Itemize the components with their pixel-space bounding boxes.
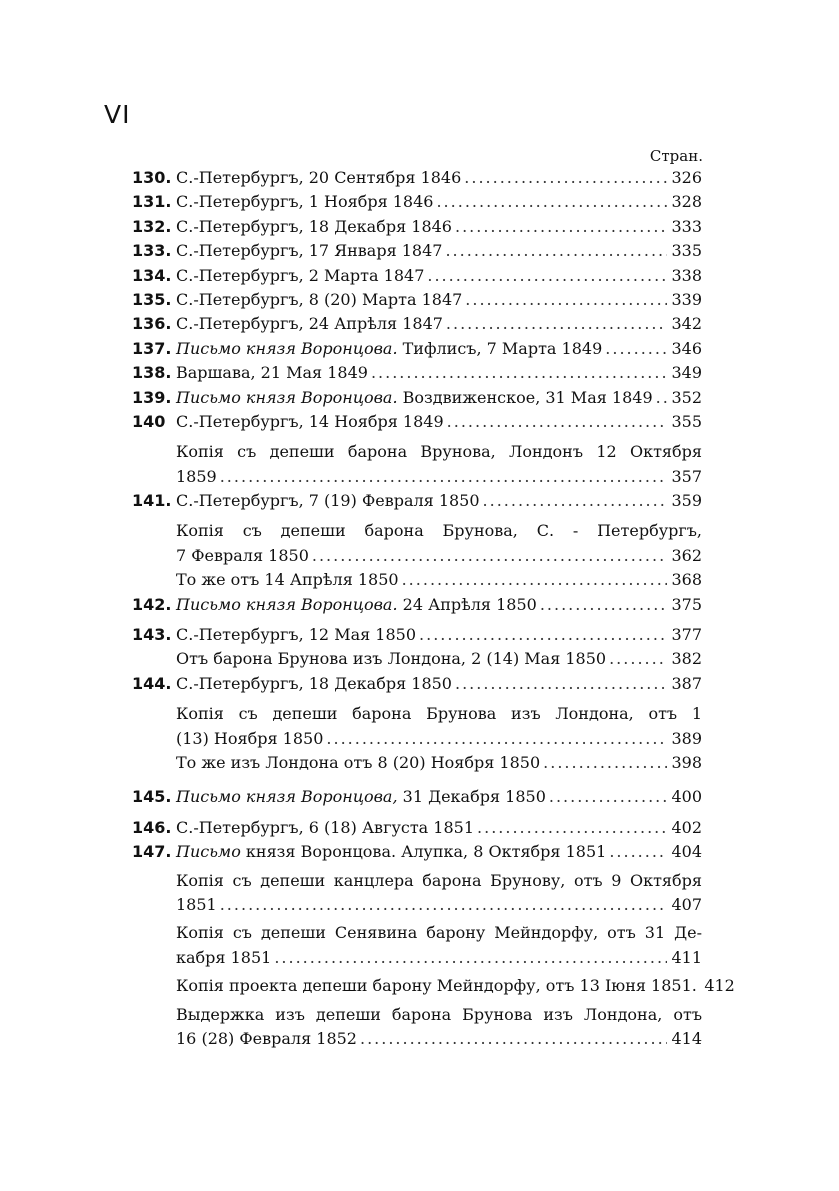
toc-entry-line [132,467,702,491]
toc-entry-line [132,192,702,216]
toc-entry-plain: Воздвиженское, 31 Мая 1849 [397,387,653,407]
toc-entry [132,290,702,314]
leader-dots [445,241,667,260]
toc-entry-page: 349 [671,363,702,383]
leader-dots [220,895,667,914]
toc-entry [132,842,702,866]
toc-entry-plain: То же изъ Лондона отъ 8 (20) Ноября 1850 [176,752,541,772]
toc-entry-number: 137. [132,338,172,358]
toc-entry-line [132,412,702,436]
toc-entry-page: 342 [671,314,702,334]
toc-entry-page: 338 [671,265,702,285]
toc-entry-number: 142. [132,594,172,614]
toc-entry-text [176,217,452,236]
leader-dots [419,625,667,644]
toc-entry-plain: С.-Петербургъ, 6 (18) Августа 1851 [176,817,475,837]
toc-entry-page: 368 [671,570,702,590]
toc-entry-page: 352 [671,387,702,407]
page-number: VI [104,100,131,129]
toc-entry-line [132,546,702,570]
toc-entry-line [132,339,702,363]
leader-dots [455,674,667,693]
toc-entry-number: 136. [132,314,172,334]
leader-dots [446,314,667,333]
leader-dots [371,363,667,382]
leader-dots [605,339,667,358]
toc-entry-number: 141. [132,491,172,511]
toc-entry [132,521,702,570]
toc-entry-plain: С.-Петербургъ, 1 Ноября 1846 [176,192,434,212]
toc-entry-plain: (13) Ноября 1850 [176,728,324,748]
toc-entry-text [176,595,537,614]
toc-entry-number: 144. [132,673,172,693]
leader-dots [540,595,667,614]
toc-entry-plain: С.-Петербургъ, 2 Марта 1847 [176,265,425,285]
toc-entry-italic: Письмо князя Воронцова. [176,594,398,614]
toc-entry-page: 357 [671,466,702,486]
toc-entry [132,388,702,412]
leader-dots [656,388,667,407]
toc-entry [132,192,702,216]
toc-entry-text [176,674,452,693]
leader-dots [465,290,667,309]
toc-entry-text [176,339,602,358]
toc-entry-text [176,948,271,967]
toc-entry-text: Копія съ депеши Сенявина барону Мейндорфу, отъ 31 Де- [176,923,702,943]
toc-entry-plain: 24 Апрѣля 1850 [397,594,537,614]
toc-entry-page: 377 [671,625,702,645]
toc-entry-plain: С.-Петербургъ, 18 Декабря 1846 [176,216,452,236]
toc-entry [132,442,702,491]
toc-entry-plain: С.-Петербургъ, 20 Сентября 1846 [176,168,462,187]
toc-entry-plain: С.-Петербургъ, 7 (19) Февраля 1850 [176,491,480,511]
toc-entry [132,649,702,673]
toc-entry-page: 414 [671,1028,702,1048]
toc-entry-line [132,842,702,866]
toc-entry-number: 135. [132,289,172,309]
toc-entry-line [132,363,702,387]
toc-entry [132,314,702,338]
toc-entry-number: 146. [132,817,172,837]
toc-entry-line [132,787,702,811]
toc-entry-text [176,842,606,861]
toc-entry-line [132,923,702,947]
toc-entry-italic: Письмо [176,842,241,862]
toc-entry-line [132,570,702,594]
toc-entry [132,595,702,619]
toc-entry-italic: Письмо князя Воронцова. [176,338,398,358]
leader-dots [220,467,667,486]
leader-dots [549,787,667,806]
leader-dots [609,649,667,668]
toc-entry-text [176,192,433,211]
toc-entry-text [176,570,399,589]
toc-entry-plain: Отъ барона Брунова изъ Лондона, 2 (14) Мая 1850 [176,649,607,669]
toc-entry-italic: Письмо князя Воронцова. [176,387,398,407]
toc-entry-plain: 1851 [176,894,217,914]
toc-entry-page: 402 [671,817,702,837]
toc-entry [132,241,702,265]
toc-entry-text: Копія съ депеши канцлера барона Брунову, отъ 9 Октября [176,870,702,890]
toc-entry-page: 400 [671,787,702,807]
toc-entry-plain: С.-Петербургъ, 8 (20) Марта 1847 [176,289,463,309]
toc-entry-text [176,290,462,309]
leader-dots [274,948,667,967]
toc-entry-page: 389 [671,728,702,748]
page-column-header: Стран. [649,147,703,165]
toc-entry-page: 398 [671,752,702,772]
toc-entry-text [176,241,442,260]
toc-entry-text [176,649,606,668]
toc-entry [132,787,702,811]
toc-entry-number: 138. [132,363,172,383]
leader-dots [447,412,667,431]
leader-dots [326,729,667,748]
toc-entry-line [132,521,702,545]
toc-entry-plain: кабря 1851 [176,947,272,967]
toc-entry-plain: Варшава, 21 Мая 1849 [176,363,368,383]
toc-entry [132,491,702,515]
toc-entry-line [132,290,702,314]
toc-entry-text [176,895,217,914]
toc-entry-line [132,241,702,265]
leader-dots [455,217,667,236]
toc-entry [132,412,702,436]
leader-dots [312,546,667,565]
toc-entry-text [176,168,461,187]
toc-entry-text [176,363,368,382]
leader-dots [427,266,667,285]
toc-entry [132,923,702,972]
toc-entry-plain: С.-Петербургъ, 12 Мая 1850 [176,625,417,645]
toc-entry-line [132,674,702,698]
toc-entry-page: 333 [671,216,702,236]
toc-entry [132,818,702,842]
toc-entry-text: Копія съ депеши барона Брунова изъ Лондона, отъ 1 [176,704,702,724]
toc-entry-line [132,595,702,619]
toc-entry-text [176,467,217,486]
toc-entry-line [132,818,702,842]
toc-entry-number: 134. [132,265,172,285]
toc-entry-plain: С.-Петербургъ, 18 Декабря 1850 [176,673,452,693]
toc-entry-text [176,753,540,772]
toc-entry-text [176,412,444,431]
toc-entry-line [132,1029,702,1053]
toc-entry-page: 382 [671,649,702,669]
leader-dots [483,491,667,510]
toc-entry-number: 132. [132,216,172,236]
toc-entry-line [132,753,702,777]
toc-entry-line [132,266,702,290]
toc-entry [132,217,702,241]
toc-entry-line [132,871,702,895]
toc-entry-page: 412 [704,976,735,996]
toc-entry-page: 362 [671,545,702,565]
toc-entry [132,871,702,920]
toc-entry-text [176,729,323,748]
leader-dots [609,842,667,861]
toc-entry-plain: Тифлисъ, 7 Марта 1849 [397,338,603,358]
toc-entry-number: 131. [132,192,172,212]
toc-entry-page: 328 [671,192,702,212]
toc-entry-plain: То же отъ 14 Апрѣля 1850 [176,570,399,590]
toc-entry-line [132,976,735,1000]
toc-entry-page: 335 [671,241,702,261]
toc-entry-page: 355 [671,411,702,431]
toc-entry-number: 143. [132,625,172,645]
toc-entry [132,339,702,363]
toc-entry-text [176,787,546,806]
toc-entry-text: Выдержка изъ депеши барона Брунова изъ Лондона, отъ [176,1004,702,1024]
table-of-contents [132,168,735,1053]
toc-entry-line [132,729,702,753]
toc-entry-line [132,625,702,649]
toc-entry-page: 339 [671,289,702,309]
toc-entry-line [132,314,702,338]
toc-entry-text [176,1029,357,1048]
toc-entry [132,1005,702,1054]
toc-entry-line [132,168,702,192]
toc-entry [132,625,702,649]
toc-entry-line [132,491,702,515]
toc-entry-number: 147. [132,842,172,862]
toc-entry-line [132,704,702,728]
leader-dots [402,570,667,589]
toc-entry-plain: Копія проекта депеши барону Мейндорфу, отъ 13 Іюня 1851. [176,976,697,996]
toc-entry [132,753,702,777]
toc-entry-number: 145. [132,787,172,807]
toc-entry-text [176,976,697,995]
leader-dots [436,192,667,211]
toc-entry-text [176,818,474,837]
toc-entry-text [176,491,480,510]
toc-entry [132,363,702,387]
toc-entry-page: 404 [671,842,702,862]
toc-entry-line [132,649,702,673]
toc-entry [132,570,702,594]
toc-entry-line [132,217,702,241]
toc-entry-plain: 31 Декабря 1850 [397,787,546,807]
toc-entry-text [176,314,443,333]
toc-entry-page: 387 [671,673,702,693]
toc-entry-text: Копія съ депеши барона Врунова, Лондонъ 12 Октября [176,442,702,462]
toc-entry-text [176,625,416,644]
toc-entry-number: 139. [132,387,172,407]
leader-dots [543,753,667,772]
toc-entry-page: 359 [671,491,702,511]
toc-entry-italic: Письмо князя Воронцова, [176,787,398,807]
toc-entry-page: 326 [671,168,702,187]
toc-entry-page: 375 [671,594,702,614]
toc-entry-text [176,388,653,407]
toc-entry-plain: князя Воронцова. Алупка, 8 Октября 1851 [240,842,607,862]
toc-entry-line [132,895,702,919]
toc-entry-line [132,442,702,466]
toc-entry-plain: С.-Петербургъ, 17 Января 1847 [176,241,443,261]
toc-entry-number: 140 [132,411,166,431]
leader-dots [464,168,667,187]
leader-dots [360,1029,667,1048]
toc-entry-plain: С.-Петербургъ, 24 Апрѣля 1847 [176,314,443,334]
toc-entry [132,704,702,753]
toc-entry-text: Копія съ депеши барона Брунова, С. - Петербургъ, [176,521,702,541]
toc-entry-line [132,1005,702,1029]
toc-entry-plain: 16 (28) Февраля 1852 [176,1028,357,1048]
toc-entry-plain: 7 Февраля 1850 [176,545,309,565]
toc-entry-page: 407 [671,894,702,914]
toc-entry [132,266,702,290]
toc-entry-number: 133. [132,241,172,261]
toc-entry [132,168,702,192]
toc-entry-line [132,948,702,972]
toc-entry-page: 411 [671,947,702,967]
toc-entry [132,674,702,698]
toc-entry-line [132,388,702,412]
toc-entry-number: 130. [132,168,172,187]
toc-entry-page: 346 [671,338,702,358]
toc-entry-plain: 1859 [176,466,217,486]
toc-entry [132,976,735,1000]
leader-dots [477,818,667,837]
toc-entry-text [176,546,309,565]
toc-entry-text [176,266,424,285]
toc-entry-plain: С.-Петербургъ, 14 Ноября 1849 [176,411,444,431]
